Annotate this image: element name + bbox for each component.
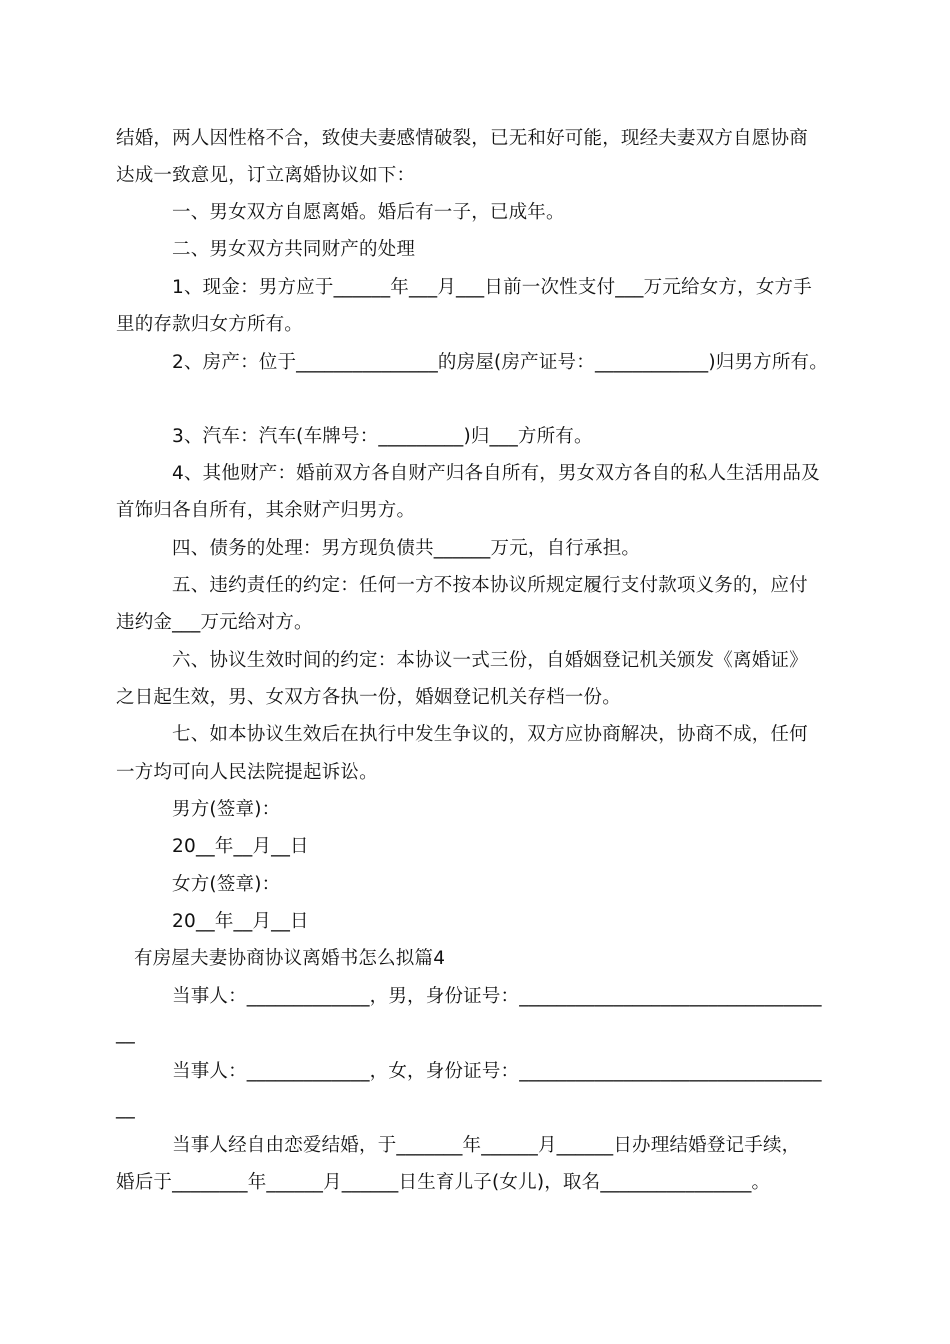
party-woman-line: 当事人：_____________，女，身份证号：________________________________ <box>172 1061 822 1082</box>
paragraph-line: 违约金___万元给对方。 <box>116 612 313 633</box>
item-cash: 1、现金：男方应于______年___月___日前一次性支付___万元给女方，女方手 <box>172 277 812 298</box>
paragraph-line: 婚后于________年______月______日生育儿子(女儿)，取名________________。 <box>116 1172 771 1193</box>
paragraph-line: 首饰归各自所有，其余财产归男方。 <box>116 500 416 521</box>
marriage-info-line: 当事人经自由恋爱结婚，于_______年______月______日办理结婚登记手续， <box>172 1135 801 1156</box>
paragraph-line: 之日起生效，男、女双方各执一份，婚姻登记机关存档一份。 <box>116 687 621 708</box>
paragraph-line: 一方均可向人民法院提起诉讼。 <box>116 762 378 783</box>
paragraph-line: 达成一致意见，订立离婚协议如下： <box>116 165 416 186</box>
clause-1: 一、男女双方自愿离婚。婚后有一子，已成年。 <box>172 202 565 223</box>
blank-continuation: __ <box>116 1098 135 1119</box>
section-title: 有房屋夫妻协商协议离婚书怎么拟篇4 <box>134 948 446 969</box>
clause-4-debt: 四、债务的处理：男方现负债共______万元，自行承担。 <box>172 538 641 559</box>
item-property: 2、房产：位于_______________的房屋(房产证号：____________)归男方所有。 <box>172 352 828 373</box>
clause-7-dispute: 七、如本协议生效后在执行中发生争议的，双方应协商解决，协商不成，任何 <box>172 724 808 745</box>
clause-6-effective: 六、协议生效时间的约定：本协议一式三份，自婚姻登记机关颁发《离婚证》 <box>172 650 808 671</box>
clause-2-heading: 二、男女双方共同财产的处理 <box>172 239 416 260</box>
date-line: 20__年__月__日 <box>172 911 309 932</box>
date-line: 20__年__月__日 <box>172 836 309 857</box>
blank-continuation: __ <box>116 1023 135 1044</box>
clause-5-liability: 五、违约责任的约定：任何一方不按本协议所规定履行支付款项义务的，应付 <box>172 575 808 596</box>
paragraph-line: 里的存款归女方所有。 <box>116 314 304 335</box>
signature-woman: 女方(签章)： <box>172 874 281 895</box>
item-other-property: 4、其他财产：婚前双方各自财产归各自所有，男女双方各自的私人生活用品及 <box>172 463 820 484</box>
party-man-line: 当事人：_____________，男，身份证号：________________________________ <box>172 986 822 1007</box>
signature-man: 男方(签章)： <box>172 799 281 820</box>
paragraph-line: 结婚，两人因性格不合，致使夫妻感情破裂，已无和好可能，现经夫妻双方自愿协商 <box>116 128 808 149</box>
item-car: 3、汽车：汽车(车牌号：_________)归___方所有。 <box>172 426 593 447</box>
